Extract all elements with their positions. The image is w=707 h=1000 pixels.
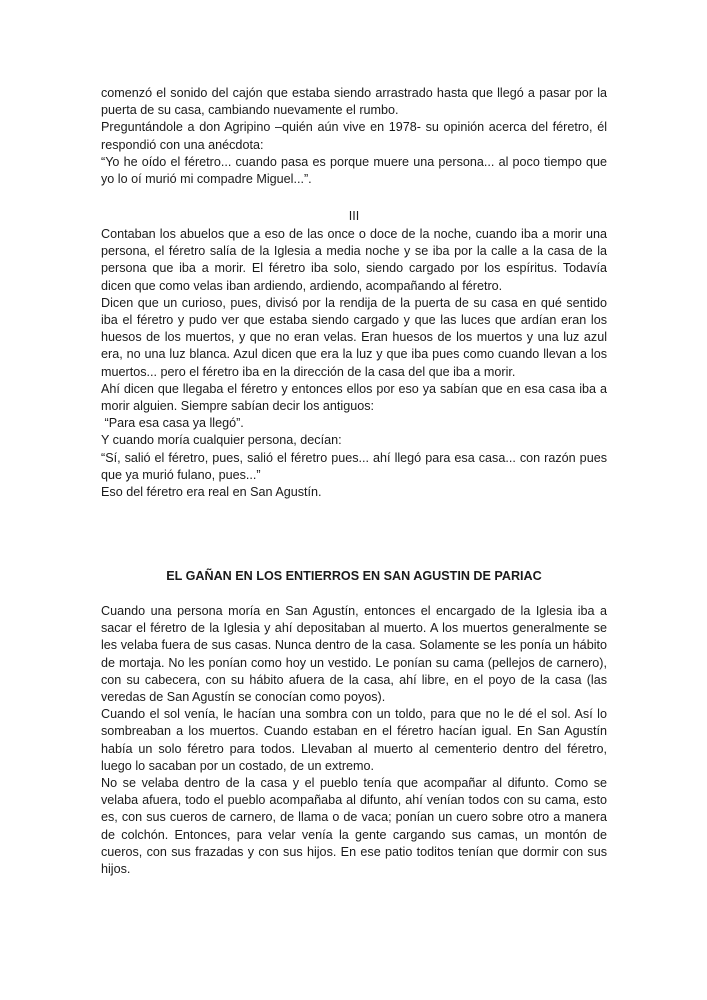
paragraph: “Sí, salió el féretro, pues, salió el féretro pues... ahí llegó para esa casa... con razón pues que ya murió fulano, pues...” — [101, 450, 607, 482]
paragraph: Preguntándole a don Agripino –quién aún vive en 1978- su opinión acerca del féretro, él respondió con una anécdota: — [101, 120, 607, 152]
text-block-section-iii — [101, 226, 607, 501]
paragraph: Eso del féretro era real en San Agustín. — [101, 485, 322, 500]
paragraph: Y cuando moría cualquier persona, decían: — [101, 433, 342, 448]
paragraph: Dicen que un curioso, pues, divisó por la rendija de la puerta de su casa en qué sentido iba el féretro y pudo ver que estaba siendo cargado y que las luces que ardían eran los huesos de los muertos, y que no eran velas. Eran huesos de los muertos y una luz azul era, no una luz blanca. Azul dicen que era la luz y que iba pues como cuando llevan a los muertos... pero el féretro iba en la dirección de la casa del que iba a morir. — [101, 295, 607, 379]
section-title: EL GAÑAN EN LOS ENTIERROS EN SAN AGUSTIN DE PARIAC — [166, 569, 542, 583]
section-number-heading: III — [348, 209, 360, 223]
text-block-continuation — [101, 85, 607, 188]
paragraph: comenzó el sonido del cajón que estaba siendo arrastrado hasta que llegó a pasar por la puerta de su casa, cambiando nuevamente el rumbo. — [101, 86, 607, 118]
paragraph: Cuando el sol venía, le hacían una sombra con un toldo, para que no le dé el sol. Así lo sombreaban a los muertos. Cuando estaban en el féretro hacían igual. En San Agustín había un solo féretro para todos. Llevaban al muerto al cementerio dentro del féretro, luego lo sacaban por un costado, de un extremo. — [101, 707, 607, 773]
text-block-ganan — [101, 603, 607, 878]
paragraph: “Para esa casa ya llegó”. — [101, 416, 244, 431]
paragraph: Contaban los abuelos que a eso de las once o doce de la noche, cuando iba a morir una persona, el féretro salía de la Iglesia a media noche y se iba por la calle a la casa de la persona que iba a morir. El féretro iba solo, siendo cargado por los espíritus. Todavía dicen que como velas iban ardiendo, ardiendo, acompañando al féretro. — [101, 227, 607, 293]
paragraph: No se velaba dentro de la casa y el pueblo tenía que acompañar al difunto. Como se velaba afuera, todo el pueblo acompañaba al difunto, ahí venían todos con su cama, esto es, con sus cueros de carnero, de llama o de vaca; ponían un cuero sobre otro a manera de colchón. Entonces, para velar venía la gente cargando sus camas, un montón de cueros, con sus frazadas y con sus hijos. En ese patio toditos tenían que dormir con sus hijos. — [101, 776, 607, 877]
paragraph: Ahí dicen que llegaba el féretro y entonces ellos por eso ya sabían que en esa casa iba a morir alguien. Siempre sabían decir los antiguos: — [101, 381, 607, 414]
paragraph: Cuando una persona moría en San Agustín, entonces el encargado de la Iglesia iba a sacar el féretro de la Iglesia y ahí depositaban al muerto. A los muertos generalmente se les velaba fuera de sus casas. Nunca dentro de la casa. Solamente se les ponía un hábito de mortaja. No les ponían como hoy un vestido. Le ponían su cama (pellejos de carnero), con su cabecera, con su hábito afuera de la casa, ahí libre, en el poyo de la casa (las veredas de San Agustín se conocían como poyos). — [101, 604, 607, 705]
paragraph: “Yo he oído el féretro... cuando pasa es porque muere una persona... al poco tiempo que yo lo oí murió mi compadre Miguel...”. — [101, 154, 607, 187]
